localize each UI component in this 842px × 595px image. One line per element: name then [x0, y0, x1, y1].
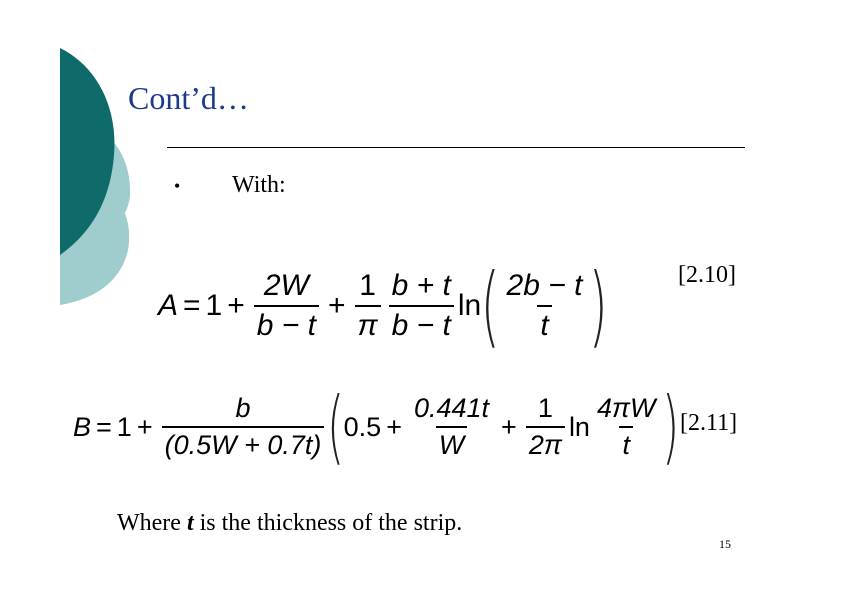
- eq2-frac-4-num: 4πW: [596, 393, 656, 423]
- eq1-ln: ln: [457, 289, 482, 322]
- footer-note-var: t: [186, 510, 194, 536]
- footer-note: [117, 510, 462, 537]
- eq1-plus-1: +: [227, 289, 245, 322]
- bullet-marker: •: [174, 176, 181, 196]
- eq2-ln: ln: [568, 411, 590, 442]
- eq2-frac-3: [526, 393, 565, 461]
- eq2-plus-2: +: [386, 411, 402, 442]
- eq1-left-paren: (: [480, 254, 500, 357]
- footer-note-post: is the thickness of the strip.: [193, 510, 463, 536]
- eq2-frac-4-den: t: [619, 426, 633, 461]
- eq1-frac-3-den: b − t: [389, 305, 454, 343]
- eq2-left-paren: (: [327, 380, 345, 473]
- eq2-lhs: B: [73, 411, 92, 442]
- eq1-frac-1-num: 2W: [263, 269, 309, 302]
- eq2-frac-1-den: (0.5W + 0.7t): [162, 426, 325, 461]
- bullet-text: With:: [232, 172, 286, 198]
- eq1-const: 1: [205, 289, 223, 322]
- eq2-frac-1-num: b: [235, 393, 251, 423]
- eq2-frac-4: [594, 393, 659, 461]
- equation-2-11-label: [2.11]: [680, 410, 738, 436]
- eq1-frac-4-den: t: [537, 305, 551, 343]
- eq2-frac-2-den: W: [436, 426, 467, 461]
- eq1-frac-1: [254, 269, 319, 343]
- eq1-lhs: A: [158, 289, 179, 322]
- eq1-frac-3: [389, 269, 454, 343]
- equation-2-11: [73, 380, 679, 473]
- eq2-plus-3: +: [501, 411, 517, 442]
- eq2-frac-2-num: 0.441t: [413, 393, 490, 423]
- eq2-c1: 0.5: [343, 411, 382, 442]
- eq1-right-paren: ): [589, 254, 609, 357]
- eq2-frac-3-den: 2π: [526, 426, 565, 461]
- equation-2-10-label: [2.10]: [678, 262, 736, 288]
- title-divider: [167, 147, 745, 148]
- footer-note-pre: Where: [117, 510, 187, 536]
- eq1-frac-2: [355, 269, 381, 343]
- eq1-equals: =: [183, 289, 201, 322]
- eq1-paren-group: [480, 254, 609, 357]
- eq2-const: 1: [116, 411, 132, 442]
- eq1-frac-4-num: 2b − t: [506, 269, 583, 302]
- eq1-frac-2-num: 1: [359, 269, 376, 302]
- page-number: 15: [719, 537, 731, 551]
- eq2-equals: =: [96, 411, 112, 442]
- eq1-frac-3-num: b + t: [391, 269, 451, 302]
- eq2-frac-1: [162, 393, 325, 461]
- slide-title: Cont’d…: [128, 80, 249, 116]
- eq2-right-paren: ): [661, 380, 679, 473]
- eq2-frac-3-num: 1: [537, 393, 553, 423]
- eq2-frac-2: [411, 393, 492, 461]
- equation-2-10: [158, 254, 609, 357]
- eq1-plus-2: +: [327, 289, 346, 322]
- eq2-paren-group: [327, 380, 679, 473]
- eq1-frac-2-den: π: [355, 305, 381, 343]
- eq1-frac-4: [504, 269, 586, 343]
- eq1-frac-1-den: b − t: [254, 305, 319, 343]
- eq2-plus-1: +: [136, 411, 153, 442]
